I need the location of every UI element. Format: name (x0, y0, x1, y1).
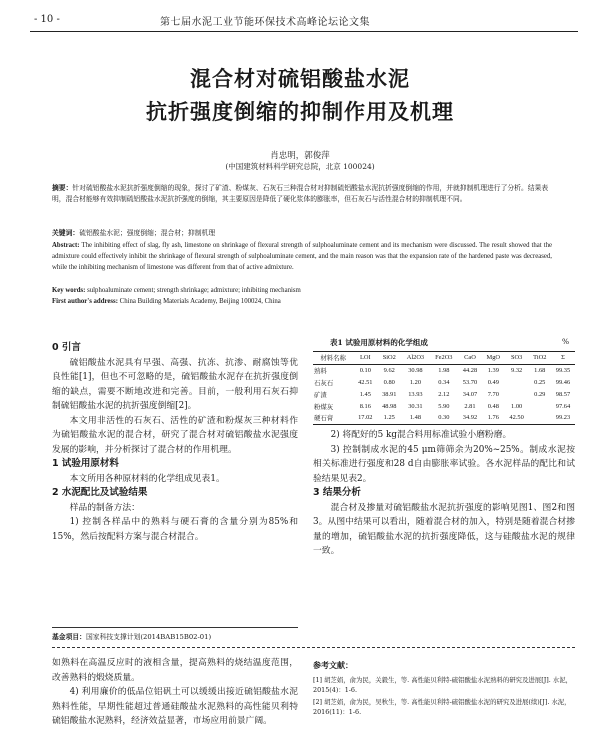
table-cell: 1.39 (487, 367, 499, 375)
table-cell: 99.23 (555, 414, 571, 422)
table-header-cell: Σ (561, 354, 565, 362)
authors: 肖忠明，郭俊萍 (270, 151, 330, 161)
table-cell: 8.16 (359, 402, 371, 410)
table-cell: 1.00 (511, 402, 523, 410)
table-cell: 1.76 (487, 414, 499, 422)
material-name-cell: 硬石膏 (314, 414, 334, 423)
page-number: - 10 - (34, 14, 60, 25)
right-column (313, 428, 575, 559)
paragraph: 本文所用各种原材料的化学组成见表1。 (69, 473, 225, 484)
table-cell: 38.91 (382, 390, 397, 398)
running-title: 第七届水泥工业节能环保技术高峰论坛论文集 (160, 17, 370, 28)
keywords-cn-text: 硫铝酸盐水泥；强度倒缩；混合材；抑制机理 (79, 229, 216, 237)
table-cell: 53.70 (462, 378, 478, 386)
table-cell: 97.64 (555, 402, 571, 410)
author-address-en (52, 298, 552, 305)
reference-item: [1] 胡芝娟，俞为民，关毅生，等. 高性能贝利特-硫铝酸盐水泥熟料的研究及进展[J]. 水泥，2015(4)：1-6. (313, 676, 572, 694)
table-cell: 99.35 (555, 367, 571, 375)
abstract-cn-text: 针对硫铝酸盐水泥抗折强度倒缩的现象，探讨了矿渣、粉煤灰、石灰石三种混合材对抑制硫铝酸盐水泥抗折强度倒缩的作用，并就抑制机理进行了分析。结果表明，混合材能够有效抑制硫铝酸盐水泥抗折强度的倒缩，其主要原因是降低了硬化浆体的膨胀率，但石灰石与活性混合材的抑制机理不同。 (52, 184, 549, 203)
fund-note (52, 631, 211, 641)
table-cell: 44.28 (462, 367, 478, 375)
keywords-cn (52, 227, 552, 237)
table-cell: 0.25 (534, 378, 546, 386)
table-cell: 34.07 (462, 390, 478, 398)
table-cell: 2.81 (464, 402, 476, 410)
table-unit: % (562, 337, 570, 346)
author-address-text: China Building Materials Academy, Beijing 100024, China (119, 298, 281, 305)
table-header-cell: CaO (464, 354, 476, 362)
table-cell: 42.50 (509, 414, 524, 422)
table-header-cell: Fe2O3 (435, 354, 453, 362)
table-header-row (313, 352, 575, 365)
paragraph: 如熟料在高温反应时的液相含量，提高熟料的烧结温度范围，改善熟料的煅烧质量。 (52, 658, 298, 683)
table-cell: 1.25 (383, 414, 395, 422)
table-cell: 0.49 (487, 378, 499, 386)
keywords-en-text: sulphoaluminate cement; strength shrinkage; admixture; inhibiting mechanism (87, 287, 301, 294)
table-cell: 30.98 (408, 367, 423, 375)
keywords-cn-label: 关键词： (52, 229, 80, 237)
table-caption: 表1 试验用原材料的化学组成 (330, 338, 428, 347)
table-header-cell: LOI (359, 354, 371, 362)
table-cell: 0.80 (383, 378, 395, 386)
table-cell: 9.32 (511, 367, 523, 375)
table-cell: 0.29 (534, 390, 546, 398)
table-header-cell: MgO (486, 354, 501, 362)
table-cell: 17.02 (358, 414, 373, 422)
table-header-cell: SO3 (510, 354, 523, 362)
table-cell: 13.93 (408, 390, 423, 398)
paper-title-line-1: 混合材对硫铝酸盐水泥 (190, 67, 410, 91)
section-1-heading: 1 试验用原材料 (52, 458, 119, 469)
references-heading: 参考文献： (313, 660, 353, 670)
table-cell: 0.48 (487, 402, 499, 410)
table-cell: 1.48 (409, 414, 422, 422)
bottom-left-text (52, 656, 298, 729)
table-cell: 0.10 (359, 367, 371, 375)
table-cell (505, 388, 529, 400)
table-cell: 1.68 (534, 367, 546, 375)
table-row (313, 412, 575, 424)
page-continuation-divider (52, 647, 575, 648)
table-cell: 1.45 (359, 390, 371, 398)
author-address-label: First author's address: (52, 298, 118, 305)
table-header-cell: SiO2 (382, 354, 396, 362)
table-cell: 7.70 (487, 390, 499, 398)
paragraph: 混合材及掺量对硫铝酸盐水泥抗折强度的影响见图1、图2和图3。从图中结果可以看出，随着混合材的加入，特别是随着混合材掺量的增加，硫铝酸盐水泥的抗折强度降低，这与硅酸盐水泥的规律一致。 (313, 502, 575, 556)
table-cell: 0.30 (438, 414, 450, 422)
table-cell: 42.51 (358, 378, 373, 386)
table-cell: 9.62 (383, 367, 395, 375)
fund-text: 国家科技支撑计划(2014BAB15B02-01) (85, 633, 212, 641)
chemical-composition-table (313, 351, 575, 425)
table-cell: 99.46 (555, 378, 571, 386)
abstract-en (52, 240, 552, 273)
paragraph: 3) 控制制成水泥的45 μm筛筛余为20%~25%。制成水泥按相关标准进行强度和28 d自由膨胀率试验。各水泥样品的配比和试验结果见表2。 (313, 444, 575, 484)
paragraph: 样品的制备方法： (69, 502, 140, 513)
fund-label: 基金项目： (52, 633, 86, 641)
table-cell: 0.34 (438, 378, 450, 386)
material-name-cell: 石灰石 (314, 378, 334, 387)
paragraph: 2) 将配好的5 kg混合料用标准试验小磨粉磨。 (330, 430, 512, 440)
table-header-cell: 材料名称 (320, 355, 346, 363)
material-name-cell: 矿渣 (314, 390, 327, 399)
abstract-cn-label: 摘要： (52, 184, 73, 192)
table-cell: 2.12 (438, 390, 450, 398)
paragraph: 1) 控制各样品中的熟料与硬石膏的含量分别为85%和15%，然后按配料方案与混合材混合。 (52, 517, 298, 542)
table-cell: 1.98 (438, 367, 450, 375)
section-3-heading: 3 结果分析 (313, 487, 361, 498)
abstract-cn (52, 183, 552, 205)
table-cell: 98.57 (555, 390, 571, 398)
table-cell: 48.98 (382, 402, 397, 410)
table-cell: 30.31 (408, 402, 423, 410)
table-header-cell: Al2O3 (406, 354, 425, 362)
abstract-en-text: The inhibiting effect of slag, fly ash, limestone on shrinkage of flexural strength of sulphoaluminate cement and its mechanism were discussed. The result showed that the admixture could effectively inhibit the shrinkage of flexural strength of sulphoaluminate cement, and the main reason was that the expansion rate of the hardened paste was decreased, while the inhibiting mechanism of limestone was different from that of active admixture. (52, 242, 553, 271)
table-cell (529, 412, 551, 424)
section-2-heading: 2 水泥配比及试验结果 (52, 487, 148, 498)
table-cell: 34.92 (462, 414, 478, 422)
table-cell (505, 377, 529, 389)
keywords-en (52, 287, 552, 294)
table-row (313, 400, 575, 412)
section-0-heading: 0 引言 (52, 342, 81, 353)
footnote-rule (52, 627, 298, 628)
header-rule (30, 31, 578, 32)
table-cell: 5.90 (438, 402, 450, 410)
paragraph: 硫铝酸盐水泥具有早强、高强、抗冻、抗渗、耐腐蚀等优良性能[1]，但也不可忽略的是，硫铝酸盐水泥存在抗折强度倒缩的缺点，需要不断地改进和完善。目前，一般利用石灰石抑制硫铝酸盐水泥的抗折强度倒缩[2]。 (52, 357, 298, 411)
material-name-cell: 熟料 (314, 367, 327, 376)
paper-title-line-2: 抗折强度倒缩的抑制作用及机理 (146, 100, 454, 124)
paragraph: 本文用非活性的石灰石、活性的矿渣和粉煤灰三种材料作为硫铝酸盐水泥的混合材，研究了混合材对硫铝酸盐水泥强度发展的影响，并分析探讨了混合材的作用机理。 (52, 415, 298, 455)
table-row (313, 388, 575, 400)
material-name-cell: 粉煤灰 (314, 402, 334, 411)
table-row (313, 377, 575, 389)
table-cell (529, 400, 551, 412)
affiliation: (中国建筑材料科学研究总院，北京 100024) (225, 162, 375, 171)
table-header-cell: TiO2 (533, 354, 547, 362)
table-cell: 1.20 (409, 378, 422, 386)
abstract-en-label: Abstract: (52, 242, 80, 249)
left-column (52, 341, 298, 544)
paragraph: 4) 利用廉价的低品位铝矾土可以缓缓出接近硫铝酸盐水泥熟料性能，早期性能超过普通硅酸盐水泥熟料的高性能贝利特硫铝酸盐水泥熟料，经济效益显著，市场应用前景广阔。 (52, 687, 298, 726)
keywords-en-label: Key words: (52, 287, 86, 294)
table-row (313, 364, 575, 376)
reference-item: [2] 胡芝娟，俞为民，吴秋生，等. 高性能贝利特-硫铝酸盐水泥的研究及进展(续)[J]. 水泥，2016(11)：1-6. (313, 698, 571, 716)
table-body (313, 364, 575, 424)
